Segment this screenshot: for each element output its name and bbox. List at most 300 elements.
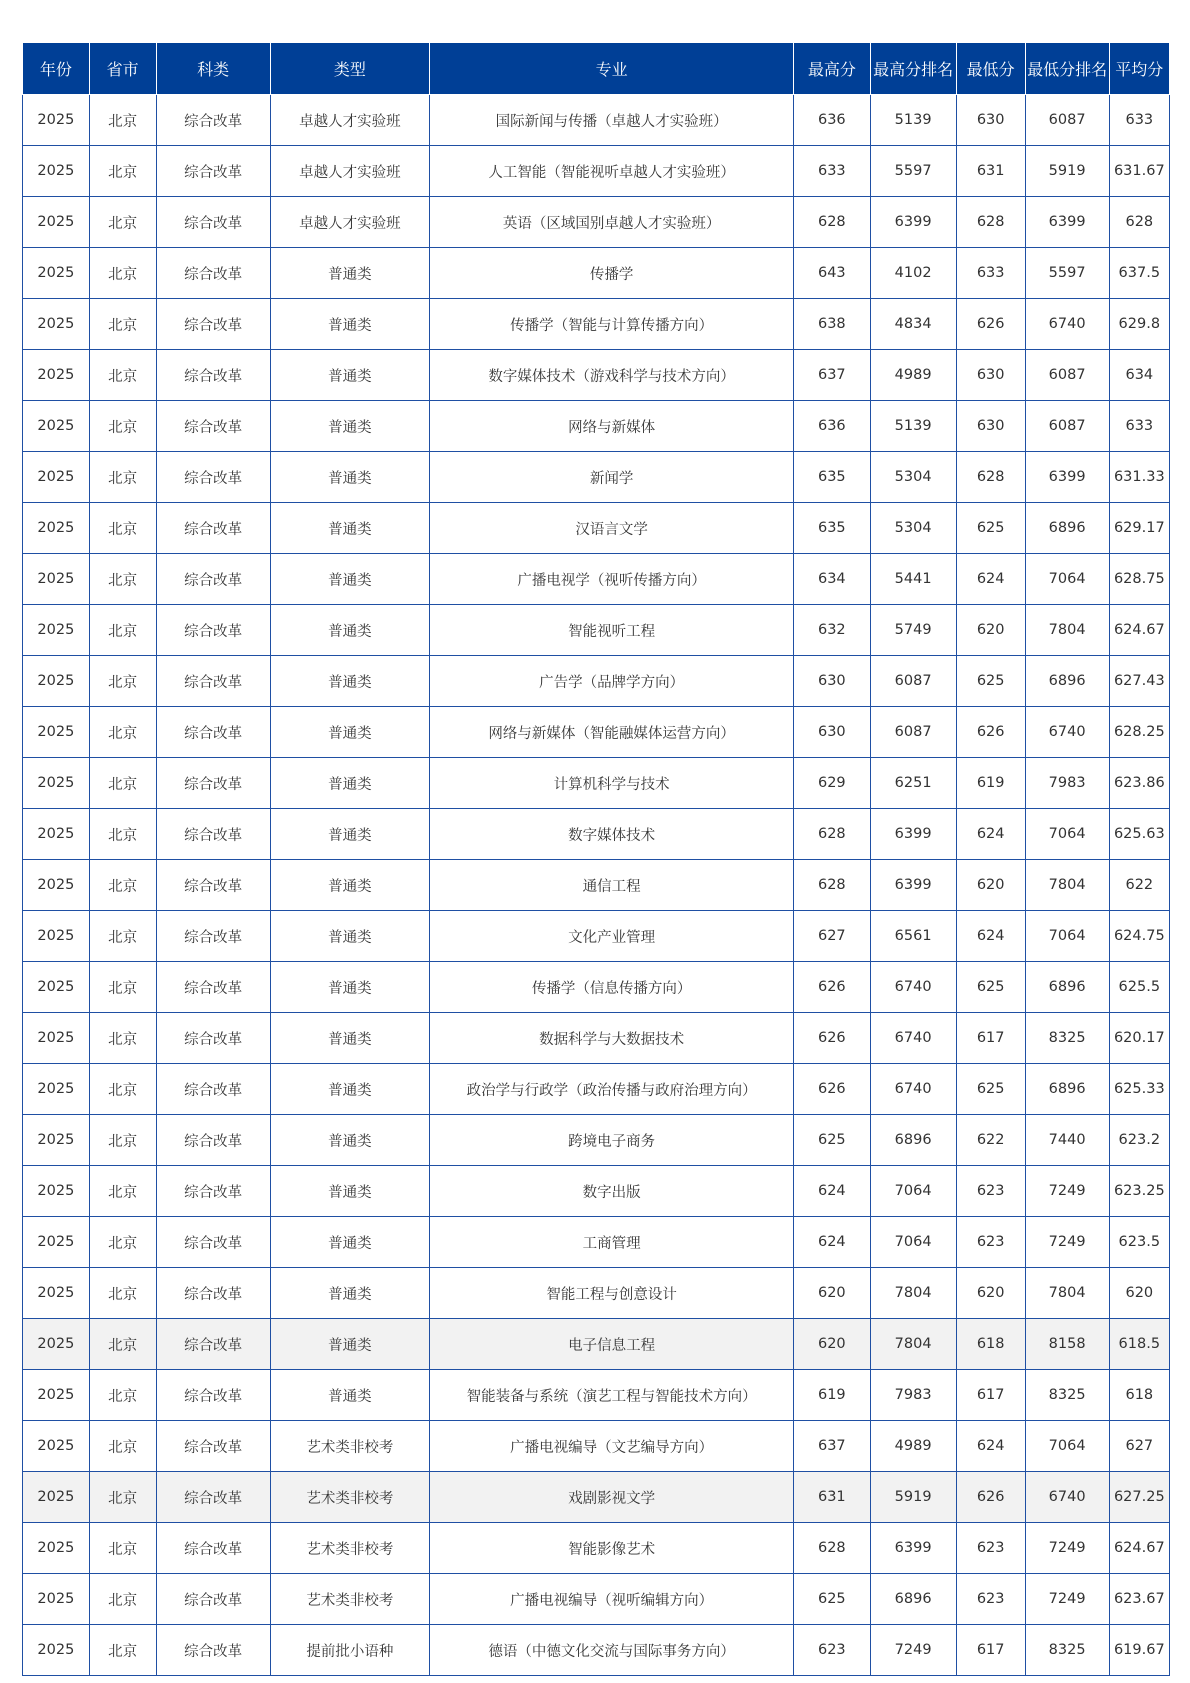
cell-min-rank: 7249 <box>1025 1166 1109 1217</box>
cell-province: 北京 <box>89 401 156 452</box>
table-row <box>23 1268 1170 1319</box>
cell-min-score: 625 <box>956 656 1025 707</box>
cell-major: 传播学（信息传播方向） <box>430 962 794 1013</box>
cell-province: 北京 <box>89 299 156 350</box>
cell-major: 跨境电子商务 <box>430 1115 794 1166</box>
cell-avg-score: 620 <box>1109 1268 1169 1319</box>
cell-subject: 综合改革 <box>156 1166 270 1217</box>
cell-min-rank: 8325 <box>1025 1625 1109 1676</box>
cell-major: 智能装备与系统（演艺工程与智能技术方向） <box>430 1370 794 1421</box>
cell-max-rank: 6740 <box>870 962 956 1013</box>
cell-max-rank: 6896 <box>870 1574 956 1625</box>
cell-category: 普通类 <box>270 401 429 452</box>
cell-major: 通信工程 <box>430 860 794 911</box>
cell-major: 广播电视学（视听传播方向） <box>430 554 794 605</box>
cell-min-rank: 6896 <box>1025 503 1109 554</box>
cell-min-rank: 7804 <box>1025 605 1109 656</box>
header-avg-score: 平均分 <box>1109 43 1169 95</box>
cell-major: 德语（中德文化交流与国际事务方向） <box>430 1625 794 1676</box>
cell-max-rank: 6399 <box>870 860 956 911</box>
cell-max-score: 619 <box>794 1370 870 1421</box>
cell-min-score: 623 <box>956 1574 1025 1625</box>
cell-subject: 综合改革 <box>156 1115 270 1166</box>
cell-year: 2025 <box>23 911 90 962</box>
cell-min-score: 617 <box>956 1370 1025 1421</box>
cell-subject: 综合改革 <box>156 1523 270 1574</box>
cell-min-score: 618 <box>956 1319 1025 1370</box>
cell-subject: 综合改革 <box>156 1217 270 1268</box>
cell-max-score: 628 <box>794 809 870 860</box>
cell-major: 戏剧影视文学 <box>430 1472 794 1523</box>
cell-avg-score: 628 <box>1109 197 1169 248</box>
cell-category: 普通类 <box>270 1166 429 1217</box>
cell-subject: 综合改革 <box>156 962 270 1013</box>
cell-max-score: 638 <box>794 299 870 350</box>
cell-province: 北京 <box>89 95 156 146</box>
cell-min-score: 623 <box>956 1217 1025 1268</box>
cell-subject: 综合改革 <box>156 1319 270 1370</box>
cell-max-score: 627 <box>794 911 870 962</box>
cell-major: 传播学（智能与计算传播方向） <box>430 299 794 350</box>
cell-year: 2025 <box>23 1268 90 1319</box>
cell-major: 数字媒体技术（游戏科学与技术方向） <box>430 350 794 401</box>
cell-max-score: 626 <box>794 962 870 1013</box>
cell-min-rank: 6399 <box>1025 197 1109 248</box>
cell-subject: 综合改革 <box>156 248 270 299</box>
cell-max-rank: 4989 <box>870 1421 956 1472</box>
cell-year: 2025 <box>23 1064 90 1115</box>
cell-year: 2025 <box>23 1421 90 1472</box>
cell-max-rank: 6740 <box>870 1064 956 1115</box>
cell-max-score: 626 <box>794 1013 870 1064</box>
cell-avg-score: 622 <box>1109 860 1169 911</box>
cell-subject: 综合改革 <box>156 1625 270 1676</box>
cell-max-score: 631 <box>794 1472 870 1523</box>
cell-province: 北京 <box>89 248 156 299</box>
cell-min-score: 630 <box>956 350 1025 401</box>
table-row <box>23 1319 1170 1370</box>
cell-subject: 综合改革 <box>156 452 270 503</box>
cell-province: 北京 <box>89 911 156 962</box>
cell-avg-score: 631.67 <box>1109 146 1169 197</box>
cell-avg-score: 627 <box>1109 1421 1169 1472</box>
table-row <box>23 1421 1170 1472</box>
cell-year: 2025 <box>23 1523 90 1574</box>
cell-subject: 综合改革 <box>156 1574 270 1625</box>
cell-year: 2025 <box>23 1319 90 1370</box>
table-row <box>23 1625 1170 1676</box>
cell-max-rank: 5749 <box>870 605 956 656</box>
cell-min-rank: 6740 <box>1025 1472 1109 1523</box>
cell-subject: 综合改革 <box>156 197 270 248</box>
cell-min-score: 623 <box>956 1523 1025 1574</box>
cell-avg-score: 633 <box>1109 401 1169 452</box>
cell-subject: 综合改革 <box>156 605 270 656</box>
cell-subject: 综合改革 <box>156 656 270 707</box>
cell-province: 北京 <box>89 605 156 656</box>
cell-max-score: 630 <box>794 707 870 758</box>
cell-avg-score: 624.67 <box>1109 605 1169 656</box>
cell-min-rank: 6896 <box>1025 962 1109 1013</box>
cell-max-rank: 6896 <box>870 1115 956 1166</box>
cell-max-rank: 7064 <box>870 1217 956 1268</box>
cell-category: 普通类 <box>270 1319 429 1370</box>
cell-max-rank: 6087 <box>870 707 956 758</box>
cell-min-rank: 7249 <box>1025 1523 1109 1574</box>
cell-category: 普通类 <box>270 299 429 350</box>
table-row <box>23 1574 1170 1625</box>
cell-category: 普通类 <box>270 1064 429 1115</box>
cell-min-score: 620 <box>956 860 1025 911</box>
cell-major: 智能工程与创意设计 <box>430 1268 794 1319</box>
cell-min-score: 628 <box>956 452 1025 503</box>
cell-min-rank: 6896 <box>1025 656 1109 707</box>
cell-category: 普通类 <box>270 860 429 911</box>
cell-major: 工商管理 <box>430 1217 794 1268</box>
cell-subject: 综合改革 <box>156 350 270 401</box>
cell-year: 2025 <box>23 1166 90 1217</box>
cell-max-rank: 6399 <box>870 197 956 248</box>
cell-major: 广播电视编导（视听编辑方向） <box>430 1574 794 1625</box>
cell-year: 2025 <box>23 962 90 1013</box>
cell-major: 智能视听工程 <box>430 605 794 656</box>
cell-major: 数字媒体技术 <box>430 809 794 860</box>
table-row <box>23 197 1170 248</box>
cell-subject: 综合改革 <box>156 146 270 197</box>
cell-min-rank: 7804 <box>1025 1268 1109 1319</box>
cell-year: 2025 <box>23 1370 90 1421</box>
cell-max-rank: 6399 <box>870 809 956 860</box>
cell-province: 北京 <box>89 554 156 605</box>
cell-year: 2025 <box>23 146 90 197</box>
cell-avg-score: 624.75 <box>1109 911 1169 962</box>
cell-year: 2025 <box>23 503 90 554</box>
cell-category: 卓越人才实验班 <box>270 95 429 146</box>
cell-avg-score: 618.5 <box>1109 1319 1169 1370</box>
header-max-rank: 最高分排名 <box>870 43 956 95</box>
cell-min-rank: 8325 <box>1025 1370 1109 1421</box>
cell-year: 2025 <box>23 758 90 809</box>
cell-max-rank: 5597 <box>870 146 956 197</box>
cell-province: 北京 <box>89 860 156 911</box>
cell-major: 网络与新媒体 <box>430 401 794 452</box>
cell-subject: 综合改革 <box>156 95 270 146</box>
cell-category: 普通类 <box>270 1268 429 1319</box>
cell-category: 普通类 <box>270 1115 429 1166</box>
table-row <box>23 758 1170 809</box>
cell-major: 传播学 <box>430 248 794 299</box>
cell-major: 电子信息工程 <box>430 1319 794 1370</box>
cell-min-rank: 6087 <box>1025 401 1109 452</box>
cell-min-rank: 6740 <box>1025 707 1109 758</box>
cell-max-rank: 7064 <box>870 1166 956 1217</box>
cell-province: 北京 <box>89 1217 156 1268</box>
cell-year: 2025 <box>23 605 90 656</box>
cell-avg-score: 623.86 <box>1109 758 1169 809</box>
cell-province: 北京 <box>89 197 156 248</box>
table-row <box>23 962 1170 1013</box>
cell-category: 普通类 <box>270 707 429 758</box>
cell-max-score: 637 <box>794 1421 870 1472</box>
table-row <box>23 707 1170 758</box>
cell-avg-score: 625.5 <box>1109 962 1169 1013</box>
cell-year: 2025 <box>23 95 90 146</box>
cell-avg-score: 624.67 <box>1109 1523 1169 1574</box>
cell-min-score: 620 <box>956 1268 1025 1319</box>
cell-category: 普通类 <box>270 656 429 707</box>
header-row <box>23 43 1170 95</box>
cell-category: 卓越人才实验班 <box>270 146 429 197</box>
table-row <box>23 1370 1170 1421</box>
cell-max-rank: 6740 <box>870 1013 956 1064</box>
table-row <box>23 1472 1170 1523</box>
cell-avg-score: 629.8 <box>1109 299 1169 350</box>
cell-year: 2025 <box>23 1625 90 1676</box>
cell-year: 2025 <box>23 299 90 350</box>
cell-major: 政治学与行政学（政治传播与政府治理方向） <box>430 1064 794 1115</box>
cell-category: 普通类 <box>270 503 429 554</box>
cell-max-score: 636 <box>794 95 870 146</box>
cell-min-rank: 8325 <box>1025 1013 1109 1064</box>
cell-category: 普通类 <box>270 758 429 809</box>
cell-min-score: 630 <box>956 401 1025 452</box>
cell-avg-score: 634 <box>1109 350 1169 401</box>
table-row <box>23 248 1170 299</box>
header-major: 专业 <box>430 43 794 95</box>
cell-province: 北京 <box>89 1319 156 1370</box>
header-subject: 科类 <box>156 43 270 95</box>
cell-min-score: 631 <box>956 146 1025 197</box>
cell-category: 普通类 <box>270 809 429 860</box>
table-row <box>23 401 1170 452</box>
table-row <box>23 503 1170 554</box>
cell-avg-score: 623.25 <box>1109 1166 1169 1217</box>
cell-max-rank: 7249 <box>870 1625 956 1676</box>
cell-max-score: 620 <box>794 1319 870 1370</box>
table-row <box>23 452 1170 503</box>
cell-min-score: 622 <box>956 1115 1025 1166</box>
cell-max-score: 628 <box>794 860 870 911</box>
cell-max-score: 623 <box>794 1625 870 1676</box>
cell-max-rank: 5139 <box>870 401 956 452</box>
cell-province: 北京 <box>89 1166 156 1217</box>
cell-province: 北京 <box>89 656 156 707</box>
table-row <box>23 299 1170 350</box>
cell-min-rank: 7249 <box>1025 1217 1109 1268</box>
cell-subject: 综合改革 <box>156 860 270 911</box>
cell-province: 北京 <box>89 146 156 197</box>
cell-min-rank: 7064 <box>1025 911 1109 962</box>
header-province: 省市 <box>89 43 156 95</box>
cell-subject: 综合改革 <box>156 1472 270 1523</box>
table-row <box>23 809 1170 860</box>
cell-max-rank: 5441 <box>870 554 956 605</box>
cell-category: 艺术类非校考 <box>270 1472 429 1523</box>
cell-avg-score: 618 <box>1109 1370 1169 1421</box>
cell-major: 人工智能（智能视听卓越人才实验班） <box>430 146 794 197</box>
cell-avg-score: 620.17 <box>1109 1013 1169 1064</box>
cell-min-score: 617 <box>956 1013 1025 1064</box>
cell-year: 2025 <box>23 401 90 452</box>
cell-major: 数据科学与大数据技术 <box>430 1013 794 1064</box>
cell-subject: 综合改革 <box>156 1421 270 1472</box>
cell-major: 计算机科学与技术 <box>430 758 794 809</box>
header-min-rank: 最低分排名 <box>1025 43 1109 95</box>
cell-category: 普通类 <box>270 1013 429 1064</box>
cell-max-rank: 5304 <box>870 452 956 503</box>
cell-year: 2025 <box>23 860 90 911</box>
cell-min-rank: 7064 <box>1025 554 1109 605</box>
cell-min-score: 626 <box>956 1472 1025 1523</box>
cell-province: 北京 <box>89 1421 156 1472</box>
cell-category: 卓越人才实验班 <box>270 197 429 248</box>
cell-max-score: 633 <box>794 146 870 197</box>
cell-category: 普通类 <box>270 452 429 503</box>
cell-major: 新闻学 <box>430 452 794 503</box>
cell-min-rank: 5597 <box>1025 248 1109 299</box>
cell-province: 北京 <box>89 1523 156 1574</box>
cell-avg-score: 628.25 <box>1109 707 1169 758</box>
cell-max-rank: 6399 <box>870 1523 956 1574</box>
cell-year: 2025 <box>23 1217 90 1268</box>
cell-avg-score: 628.75 <box>1109 554 1169 605</box>
cell-min-score: 624 <box>956 911 1025 962</box>
table-row <box>23 95 1170 146</box>
cell-min-rank: 7249 <box>1025 1574 1109 1625</box>
score-table <box>22 42 1170 1676</box>
cell-province: 北京 <box>89 962 156 1013</box>
cell-province: 北京 <box>89 1625 156 1676</box>
cell-max-rank: 5139 <box>870 95 956 146</box>
table-row <box>23 911 1170 962</box>
cell-min-score: 617 <box>956 1625 1025 1676</box>
cell-subject: 综合改革 <box>156 1370 270 1421</box>
table-row <box>23 605 1170 656</box>
cell-category: 普通类 <box>270 248 429 299</box>
cell-subject: 综合改革 <box>156 503 270 554</box>
cell-year: 2025 <box>23 1574 90 1625</box>
header-category: 类型 <box>270 43 429 95</box>
cell-major: 网络与新媒体（智能融媒体运营方向） <box>430 707 794 758</box>
cell-max-score: 625 <box>794 1115 870 1166</box>
cell-province: 北京 <box>89 1268 156 1319</box>
cell-category: 普通类 <box>270 1217 429 1268</box>
cell-province: 北京 <box>89 350 156 401</box>
cell-max-score: 635 <box>794 452 870 503</box>
table-row <box>23 1523 1170 1574</box>
cell-subject: 综合改革 <box>156 1064 270 1115</box>
cell-category: 普通类 <box>270 554 429 605</box>
cell-year: 2025 <box>23 1115 90 1166</box>
cell-min-rank: 5919 <box>1025 146 1109 197</box>
cell-year: 2025 <box>23 197 90 248</box>
cell-max-score: 630 <box>794 656 870 707</box>
cell-max-score: 626 <box>794 1064 870 1115</box>
cell-min-rank: 6399 <box>1025 452 1109 503</box>
cell-year: 2025 <box>23 809 90 860</box>
cell-max-score: 624 <box>794 1166 870 1217</box>
cell-max-score: 629 <box>794 758 870 809</box>
cell-min-score: 625 <box>956 1064 1025 1115</box>
cell-major: 广告学（品牌学方向） <box>430 656 794 707</box>
cell-max-score: 635 <box>794 503 870 554</box>
table-row <box>23 1064 1170 1115</box>
table-row <box>23 1115 1170 1166</box>
cell-min-score: 620 <box>956 605 1025 656</box>
cell-avg-score: 625.33 <box>1109 1064 1169 1115</box>
cell-subject: 综合改革 <box>156 758 270 809</box>
cell-min-score: 626 <box>956 707 1025 758</box>
cell-category: 艺术类非校考 <box>270 1421 429 1472</box>
cell-major: 文化产业管理 <box>430 911 794 962</box>
cell-max-rank: 6087 <box>870 656 956 707</box>
cell-max-score: 628 <box>794 197 870 248</box>
cell-max-score: 620 <box>794 1268 870 1319</box>
cell-avg-score: 627.25 <box>1109 1472 1169 1523</box>
cell-min-score: 625 <box>956 962 1025 1013</box>
cell-max-score: 637 <box>794 350 870 401</box>
cell-province: 北京 <box>89 1574 156 1625</box>
cell-category: 艺术类非校考 <box>270 1574 429 1625</box>
cell-avg-score: 625.63 <box>1109 809 1169 860</box>
cell-max-rank: 7983 <box>870 1370 956 1421</box>
cell-min-rank: 7064 <box>1025 809 1109 860</box>
cell-subject: 综合改革 <box>156 809 270 860</box>
cell-year: 2025 <box>23 350 90 401</box>
cell-subject: 综合改革 <box>156 911 270 962</box>
cell-major: 广播电视编导（文艺编导方向） <box>430 1421 794 1472</box>
cell-avg-score: 623.67 <box>1109 1574 1169 1625</box>
table-row <box>23 1013 1170 1064</box>
cell-year: 2025 <box>23 707 90 758</box>
cell-max-score: 628 <box>794 1523 870 1574</box>
cell-max-score: 634 <box>794 554 870 605</box>
cell-avg-score: 619.67 <box>1109 1625 1169 1676</box>
cell-min-score: 625 <box>956 503 1025 554</box>
cell-min-rank: 7983 <box>1025 758 1109 809</box>
header-year: 年份 <box>23 43 90 95</box>
cell-major: 数字出版 <box>430 1166 794 1217</box>
cell-avg-score: 629.17 <box>1109 503 1169 554</box>
cell-max-score: 636 <box>794 401 870 452</box>
cell-min-score: 624 <box>956 1421 1025 1472</box>
cell-year: 2025 <box>23 1472 90 1523</box>
cell-avg-score: 633 <box>1109 95 1169 146</box>
cell-max-rank: 4102 <box>870 248 956 299</box>
cell-subject: 综合改革 <box>156 1013 270 1064</box>
cell-min-rank: 7440 <box>1025 1115 1109 1166</box>
cell-min-rank: 7804 <box>1025 860 1109 911</box>
cell-year: 2025 <box>23 554 90 605</box>
cell-year: 2025 <box>23 1013 90 1064</box>
cell-avg-score: 637.5 <box>1109 248 1169 299</box>
cell-subject: 综合改革 <box>156 1268 270 1319</box>
cell-year: 2025 <box>23 248 90 299</box>
cell-subject: 综合改革 <box>156 554 270 605</box>
cell-max-score: 625 <box>794 1574 870 1625</box>
cell-min-score: 633 <box>956 248 1025 299</box>
cell-min-rank: 6087 <box>1025 95 1109 146</box>
cell-min-rank: 6740 <box>1025 299 1109 350</box>
cell-min-score: 623 <box>956 1166 1025 1217</box>
header-max-score: 最高分 <box>794 43 870 95</box>
cell-province: 北京 <box>89 758 156 809</box>
table-row <box>23 860 1170 911</box>
cell-max-rank: 5919 <box>870 1472 956 1523</box>
cell-category: 普通类 <box>270 350 429 401</box>
cell-min-score: 628 <box>956 197 1025 248</box>
cell-subject: 综合改革 <box>156 299 270 350</box>
